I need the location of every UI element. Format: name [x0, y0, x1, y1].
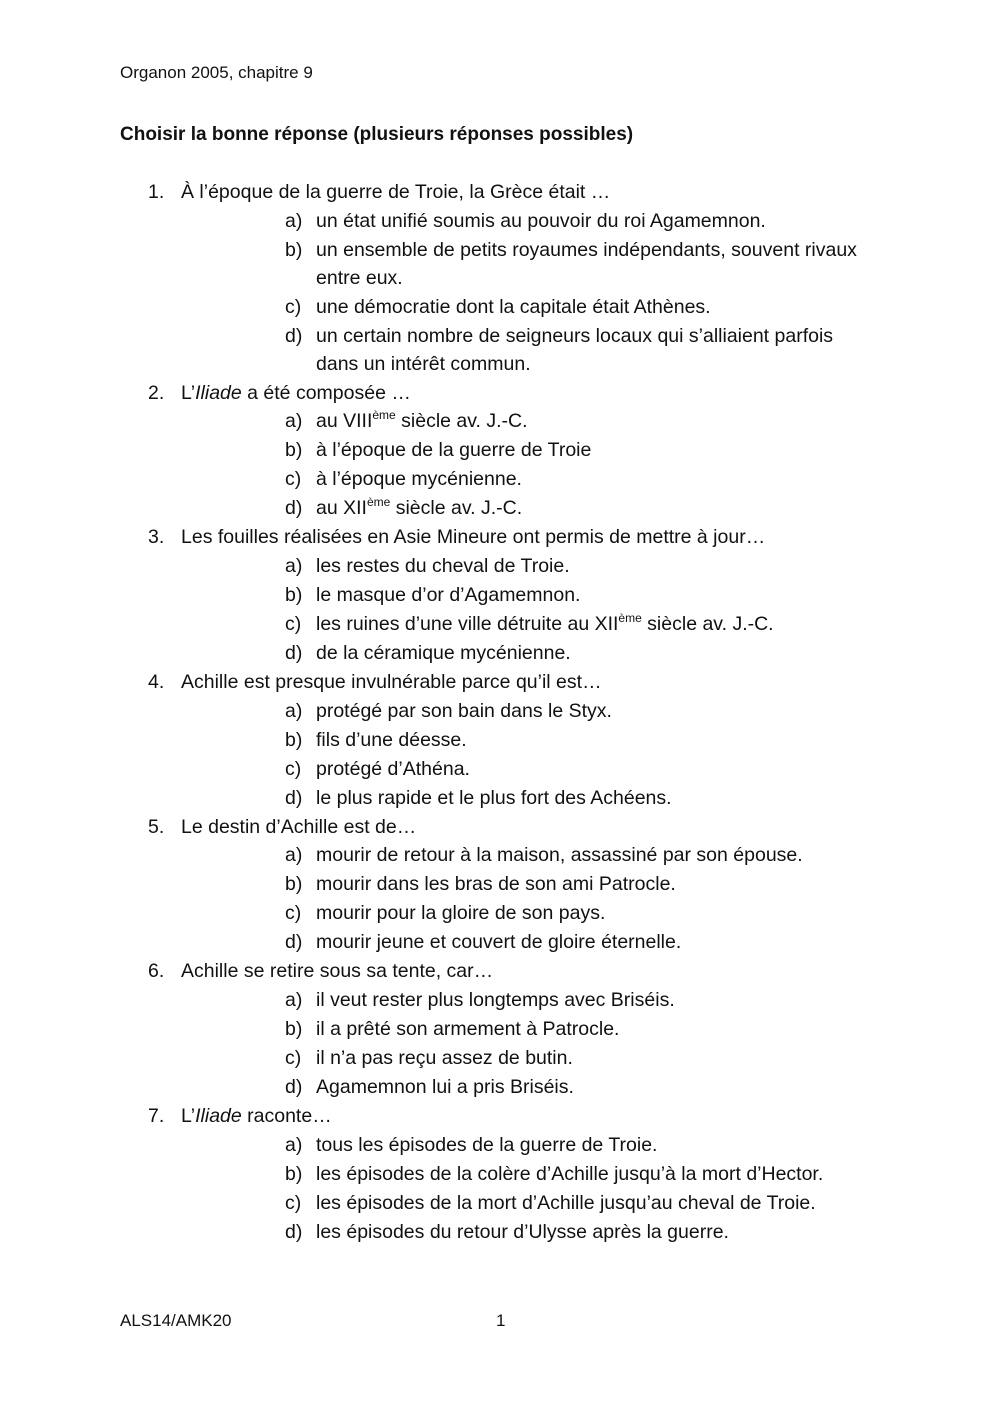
option-letter: d): [285, 931, 303, 954]
italic-title-text: Iliade: [195, 1105, 242, 1128]
option-text: [316, 436, 876, 465]
answer-option: [0, 928, 1000, 957]
question-number: 1.: [148, 181, 165, 203]
answer-option: [0, 1160, 1000, 1189]
option-letter: d): [285, 497, 303, 520]
option-letter: c): [285, 902, 302, 925]
text-fragment: il veut rester plus longtemps avec Briséis.: [316, 989, 675, 1012]
option-letter: b): [285, 584, 303, 607]
question-number: 4.: [148, 671, 165, 694]
option-letter: a): [285, 410, 303, 433]
answer-option: [0, 841, 1000, 870]
answer-option: [0, 639, 1000, 668]
option-text: [316, 322, 876, 379]
text-fragment: fils d’une déesse.: [316, 728, 467, 751]
option-letter: b): [285, 1018, 303, 1041]
option-letter: d): [285, 324, 303, 347]
text-fragment: Achille est presque invulnérable parce qu’il est…: [181, 671, 602, 694]
question-text: [181, 957, 493, 986]
text-fragment: à l’époque mycénienne.: [316, 468, 522, 491]
text-fragment: L’: [181, 381, 196, 404]
question-number: 7.: [148, 1105, 165, 1128]
text-fragment: une démocratie dont la capitale était Athènes.: [316, 295, 711, 318]
option-text: [316, 784, 876, 813]
question-number: 2.: [148, 381, 165, 404]
option-letter: c): [285, 1047, 302, 1070]
answer-option: [0, 610, 1000, 639]
answer-option: [0, 552, 1000, 581]
option-text: [316, 581, 876, 610]
answer-option: [0, 1189, 1000, 1218]
answer-option: [0, 870, 1000, 899]
option-text: [316, 639, 876, 668]
question-item: [0, 1102, 1000, 1131]
text-fragment: mourir jeune et couvert de gloire éternelle.: [316, 931, 682, 954]
answer-option: [0, 1131, 1000, 1160]
text-fragment: protégé d’Athéna.: [316, 757, 470, 780]
option-letter: d): [285, 786, 303, 809]
text-fragment: un état unifié soumis au pouvoir du roi Agamemnon.: [316, 209, 766, 232]
option-text: [316, 1015, 876, 1044]
answer-option: [0, 726, 1000, 755]
text-fragment: mourir de retour à la maison, assassiné par son épouse.: [316, 844, 803, 867]
text-fragment: les restes du cheval de Troie.: [316, 555, 570, 578]
text-fragment: Les fouilles réalisées en Asie Mineure ont permis de mettre à jour…: [181, 526, 766, 549]
option-letter: c): [285, 295, 302, 318]
option-letter: a): [285, 209, 303, 232]
option-letter: a): [285, 555, 303, 578]
text-fragment: tous les épisodes de la guerre de Troie.: [316, 1133, 658, 1156]
text-fragment: les ruines d’une ville détruite au XII: [316, 613, 619, 636]
text-fragment: Achille se retire sous sa tente, car…: [181, 960, 494, 983]
superscript-text: ème: [372, 408, 396, 423]
option-letter: b): [285, 1162, 303, 1185]
option-letter: a): [285, 989, 303, 1012]
option-letter: c): [285, 613, 302, 636]
text-fragment: les épisodes de la colère d’Achille jusqu’à la mort d’Hector.: [316, 1162, 824, 1185]
answer-option: [0, 322, 1000, 379]
answer-option: [0, 1044, 1000, 1073]
question-item: [0, 813, 1000, 842]
option-text: [316, 207, 876, 236]
text-fragment: il a prêté son armement à Patrocle.: [316, 1018, 620, 1041]
question-text: [181, 178, 610, 207]
option-text: [316, 1073, 876, 1102]
text-fragment: au XII: [316, 497, 367, 520]
option-text: [316, 1160, 876, 1189]
option-text: [316, 726, 876, 755]
text-fragment: siècle av. J.-C.: [390, 497, 523, 520]
option-letter: a): [285, 1133, 303, 1156]
question-number: 5.: [148, 815, 165, 838]
text-fragment: Le destin d’Achille est de…: [181, 815, 417, 838]
answer-option: [0, 986, 1000, 1015]
option-text: [316, 494, 876, 523]
option-text: [316, 1218, 876, 1247]
answer-option: [0, 293, 1000, 322]
option-text: [316, 870, 876, 899]
answer-option: [0, 697, 1000, 726]
answer-option: [0, 755, 1000, 784]
text-fragment: L’: [181, 1105, 196, 1128]
page-number: 1: [496, 1311, 506, 1330]
text-fragment: de la céramique mycénienne.: [316, 642, 571, 665]
answer-option: [0, 899, 1000, 928]
option-letter: b): [285, 238, 303, 261]
exercise-title: Choisir la bonne réponse (plusieurs réponses possibles): [120, 124, 634, 145]
text-fragment: protégé par son bain dans le Styx.: [316, 699, 612, 722]
answer-option: [0, 1073, 1000, 1102]
text-fragment: à l’époque de la guerre de Troie: [316, 439, 592, 462]
question-item: [0, 379, 1000, 408]
option-letter: b): [285, 873, 303, 896]
answer-option: [0, 1218, 1000, 1247]
question-text: [181, 1102, 332, 1131]
footer-code: ALS14/AMK20: [120, 1311, 232, 1330]
option-text: [316, 928, 876, 957]
question-item: [0, 178, 1000, 207]
question-list: [0, 178, 1000, 1247]
question-item: [0, 668, 1000, 697]
option-text: [316, 293, 876, 322]
option-letter: c): [285, 1191, 302, 1214]
option-text: [316, 552, 876, 581]
option-text: [316, 407, 876, 436]
text-fragment: mourir dans les bras de son ami Patrocle.: [316, 873, 676, 896]
answer-option: [0, 207, 1000, 236]
option-text: [316, 899, 876, 928]
question-text: [181, 379, 411, 408]
superscript-text: ème: [366, 495, 391, 510]
answer-option: [0, 465, 1000, 494]
option-text: [316, 1189, 876, 1218]
document-header: Organon 2005, chapitre 9: [120, 63, 313, 82]
text-fragment: les épisodes du retour d’Ulysse après la guerre.: [316, 1220, 729, 1243]
option-text: [316, 986, 876, 1015]
text-fragment: les épisodes de la mort d’Achille jusqu’au cheval de Troie.: [316, 1191, 816, 1214]
option-letter: c): [285, 757, 302, 780]
question-text: [181, 813, 416, 842]
option-text: [316, 1044, 876, 1073]
text-fragment: siècle av. J.-C.: [395, 410, 528, 433]
text-fragment: siècle av. J.-C.: [641, 613, 774, 636]
question-item: [0, 957, 1000, 986]
italic-title-text: Iliade: [195, 381, 242, 404]
text-fragment: un certain nombre de seigneurs locaux qui s’alliaient parfois dans un intérêt commun.: [316, 324, 834, 376]
option-text: [316, 1131, 876, 1160]
option-letter: d): [285, 642, 303, 665]
text-fragment: il n’a pas reçu assez de butin.: [316, 1047, 573, 1070]
text-fragment: le masque d’or d’Agamemnon.: [316, 584, 581, 607]
text-fragment: mourir pour la gloire de son pays.: [316, 902, 606, 925]
option-letter: a): [285, 699, 303, 722]
option-text: [316, 465, 876, 494]
answer-option: [0, 436, 1000, 465]
option-letter: d): [285, 1220, 303, 1243]
answer-option: [0, 494, 1000, 523]
option-letter: a): [285, 844, 303, 867]
question-number: 3.: [148, 526, 165, 549]
answer-option: [0, 1015, 1000, 1044]
answer-option: [0, 407, 1000, 436]
text-fragment: À l’époque de la guerre de Troie, la Grèce était …: [181, 181, 611, 203]
answer-option: [0, 236, 1000, 293]
option-text: [316, 755, 876, 784]
text-fragment: le plus rapide et le plus fort des Achéens.: [316, 786, 672, 809]
text-fragment: un ensemble de petits royaumes indépendants, souvent rivaux entre eux.: [316, 238, 857, 290]
superscript-text: ème: [618, 611, 642, 626]
question-text: [181, 523, 765, 552]
text-fragment: a été composée …: [241, 381, 411, 404]
text-fragment: Agamemnon lui a pris Briséis.: [316, 1076, 574, 1099]
question-item: [0, 523, 1000, 552]
option-letter: b): [285, 439, 303, 462]
answer-option: [0, 581, 1000, 610]
option-letter: b): [285, 728, 303, 751]
option-letter: c): [285, 468, 302, 491]
option-text: [316, 236, 876, 293]
text-fragment: raconte…: [241, 1105, 332, 1128]
question-number: 6.: [148, 960, 165, 983]
question-text: [181, 668, 602, 697]
option-letter: d): [285, 1076, 303, 1099]
answer-option: [0, 784, 1000, 813]
option-text: [316, 610, 876, 639]
text-fragment: au VIII: [316, 410, 373, 433]
option-text: [316, 841, 876, 870]
option-text: [316, 697, 876, 726]
